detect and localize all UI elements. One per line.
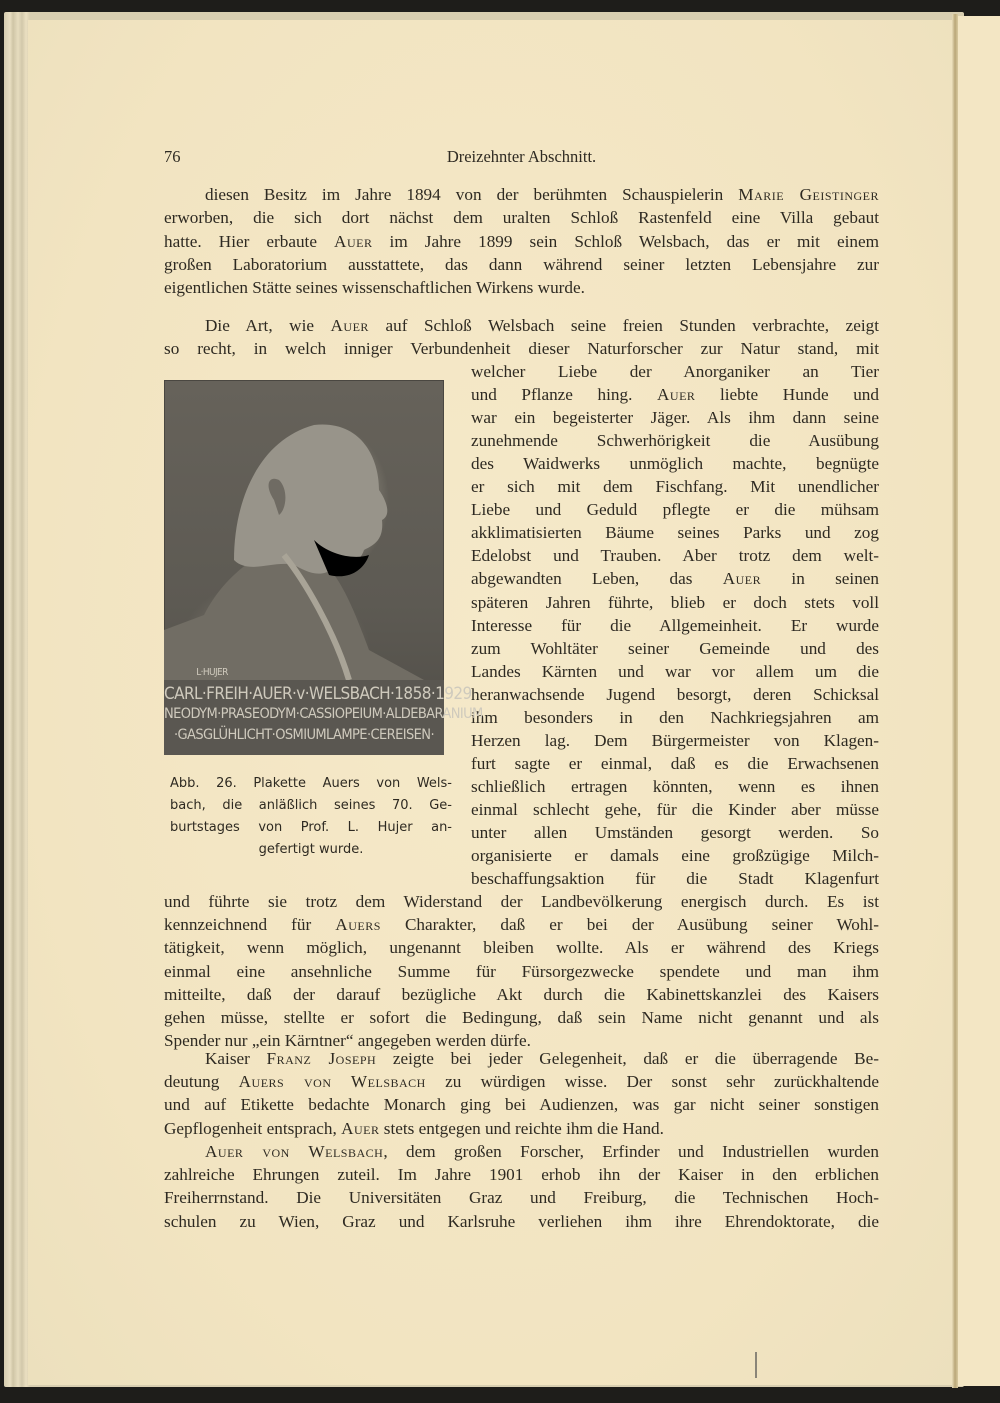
- small-caps-name: Marie Geistinger: [738, 185, 879, 204]
- text-line: ihm besonders in den Nachkriegsjahren am: [471, 707, 879, 727]
- text-line: Spender nur „ein Kärntner“ angegeben werden dürfe.: [164, 1031, 531, 1051]
- text-line: eigentlichen Stätte seines wissenschaftlichen Wirkens wurde.: [164, 278, 585, 298]
- text-line: Kaiser Franz Joseph zeigte bei jeder Gelegenheit, daß er die überragende Be-: [205, 1049, 879, 1068]
- figure-caption-line: bach, die anläßlich seines 70. Ge-: [170, 798, 452, 813]
- text-line: mitteilte, daß der darauf bezügliche Akt durch die Kabinettskanzlei des Kaisers: [164, 984, 879, 1004]
- text-line: erworben, die sich dort nächst dem uralten Schloß Rastenfeld eine Villa gebaut: [164, 208, 879, 228]
- scan-mark: [755, 1352, 757, 1378]
- figure-caption-line: gefertigt wurde.: [258, 842, 364, 857]
- plaque-inscription-line: CARL·FREIH·AUER·v·WELSBACH·1858·1929: [164, 684, 472, 704]
- text-line: einmal eine ansehnliche Summe für Fürsorgezwecke spendete und man ihm: [164, 961, 879, 981]
- running-header: [164, 147, 879, 169]
- book-gutter: [952, 14, 958, 1394]
- text-line: Freiherrnstand. Die Universitäten Graz und Freiburg, die Technischen Hoch-: [164, 1188, 879, 1208]
- small-caps-name: Auer von Welsbach: [205, 1142, 384, 1161]
- text-line: gehen müsse, stellte er sofort die Bedingung, daß sein Name nicht genannt und als: [164, 1008, 879, 1027]
- text-line: und auf Etikette bedachte Monarch ging bei Audienzen, was gar nicht seiner sonstigen: [164, 1095, 879, 1115]
- text-line: akklimatisierten Bäume seines Parks und zog: [471, 523, 879, 543]
- text-line: deutung Auers von Welsbach zu würdigen wisse. Der sonst sehr zurückhaltende: [164, 1072, 880, 1092]
- figure-caption-line: burtstages von Prof. L. Hujer an-: [170, 820, 452, 835]
- text-line: Edelobst und Trauben. Aber trotz dem welt-: [471, 546, 879, 566]
- text-line: diesen Besitz im Jahre 1894 von der berühmten Schauspielerin Marie Geistinger: [205, 185, 879, 204]
- text-line: Liebe und Geduld pflegte er die mühsam: [471, 500, 879, 520]
- text-line: so recht, in welch inniger Verbundenheit dieser Naturforscher zur Natur stand, mit: [164, 339, 879, 359]
- text-line: Auer von Welsbach, dem großen Forscher, Erfinder und Industriellen wurden: [205, 1142, 879, 1161]
- text-line: schließlich ertragen könnten, wenn es ihnen: [471, 776, 879, 796]
- text-line: welcher Liebe der Anorganiker an Tier: [471, 362, 879, 381]
- text-line: abgewandten Leben, das Auer in seinen: [471, 569, 880, 589]
- figure-caption-line: Abb. 26. Plakette Auers von Wels-: [170, 776, 452, 791]
- text-line: des Waidwerks unmöglich machte, begnügte: [471, 454, 879, 474]
- text-line: organisierte er damals eine großzügige Milch-: [471, 846, 879, 866]
- text-line: und Pflanze hing. Auer liebte Hunde und: [471, 385, 879, 405]
- text-line: tätigkeit, wenn möglich, ungenannt bleiben wollte. Als er während des Kriegs: [164, 938, 879, 958]
- text-line: heranwachsende Jugend besorgt, deren Schicksal: [471, 684, 879, 704]
- plaque-inscription-line: NEODYM·PRASEODYM·CASSIOPEIUM·ALDEBARANIUM: [164, 706, 483, 722]
- text-line: Landes Kärnten und war vor allem um die: [471, 661, 879, 681]
- running-title: Dreizehnter Abschnitt.: [446, 147, 597, 166]
- small-caps-name: Auer: [722, 569, 762, 589]
- plaque-signature: L·HUJER: [196, 667, 228, 678]
- small-caps-name: Franz Joseph: [266, 1049, 377, 1068]
- small-caps-name: Auers: [335, 915, 381, 935]
- head-shape: [234, 425, 387, 574]
- text-line: einmal schlecht gehe, für die Kinder aber müsse: [471, 799, 879, 819]
- small-caps-name: Auer: [656, 385, 696, 405]
- small-caps-name: Auer: [334, 231, 373, 251]
- text-line: furt sagte er einmal, daß es die Erwachsenen: [471, 753, 879, 773]
- text-line: und führte sie trotz dem Widerstand der Landbevölkerung energisch durch. Es ist: [164, 892, 879, 911]
- text-line: zahlreiche Ehrungen zuteil. Im Jahre 1901 erhob ihn der Kaiser in den erblichen: [164, 1165, 879, 1185]
- plaque-inscription-line: ·GASGLÜHLICHT·OSMIUMLAMPE·CEREISEN·: [173, 727, 435, 743]
- text-line: beschaffungsaktion für die Stadt Klagenfurt: [471, 869, 879, 889]
- figure-plaque-portrait: [164, 380, 483, 755]
- text-line: zum Wohltäter seiner Gemeinde und des: [471, 638, 879, 658]
- text-line: war ein begeisterter Jäger. Als ihm dann seine: [471, 408, 879, 428]
- scan-background: [0, 1388, 1000, 1403]
- text-line: unter allen Umständen gesorgt werden. So: [471, 823, 879, 842]
- text-line: Herzen lag. Dem Bürgermeister von Klagen-: [471, 730, 879, 750]
- text-line: schulen zu Wien, Graz und Karlsruhe verliehen ihm ihre Ehrendoktorate, die: [164, 1211, 879, 1231]
- text-line: er sich mit dem Fischfang. Mit unendlicher: [471, 477, 879, 497]
- text-line: späteren Jahren führte, blieb er doch stets voll: [471, 592, 879, 612]
- facing-page-edge: [958, 16, 1000, 1386]
- text-line: Gepflogenheit entsprach, Auer stets entgegen und reichte ihm die Hand.: [164, 1118, 664, 1138]
- text-line: Interesse für die Allgemeinheit. Er wurde: [471, 615, 879, 635]
- text-line: Die Art, wie Auer auf Schloß Welsbach seine freien Stunden verbrachte, zeigt: [205, 316, 879, 335]
- small-caps-name: Auers von Welsbach: [238, 1072, 426, 1092]
- small-caps-name: Auer: [330, 316, 369, 335]
- text-line: hatte. Hier erbaute Auer im Jahre 1899 sein Schloß Welsbach, das er mit einem: [164, 231, 879, 251]
- text-line: großen Laboratorium ausstattete, das dann während seiner letzten Lebensjahre zur: [164, 254, 879, 274]
- text-line: zunehmende Schwerhörigkeit die Ausübung: [471, 431, 879, 451]
- text-line: kennzeichnend für Auers Charakter, daß er bei der Ausübung seiner Wohl-: [164, 915, 879, 935]
- page-number: 76: [164, 147, 181, 166]
- small-caps-name: Auer: [341, 1118, 380, 1138]
